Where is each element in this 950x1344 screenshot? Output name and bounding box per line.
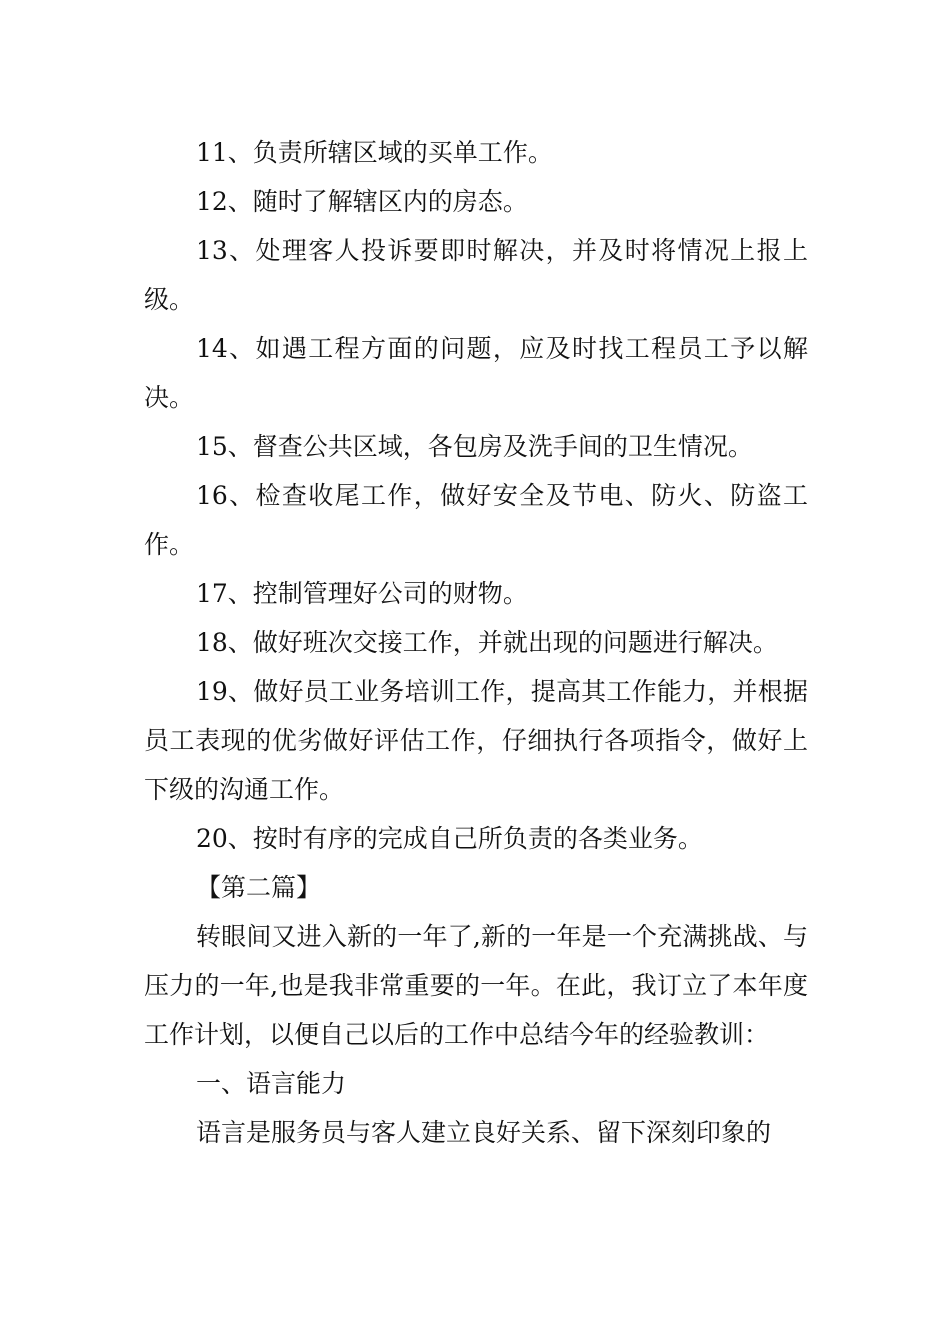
paragraph-item-20: 20、按时有序的完成自己所负责的各类业务。 bbox=[196, 824, 703, 853]
paragraph-item-13: 13、处理客人投诉要即时解决，并及时将情况上报上级。 bbox=[144, 236, 808, 314]
paragraph-item-18: 18、做好班次交接工作，并就出现的问题进行解决。 bbox=[196, 628, 778, 657]
subsection-heading: 一、语言能力 bbox=[196, 1069, 347, 1098]
paragraph-item-17: 17、控制管理好公司的财物。 bbox=[196, 579, 528, 608]
paragraph-item-16: 16、检查收尾工作，做好安全及节电、防火、防盗工作。 bbox=[144, 481, 808, 559]
paragraph-item-15: 15、督查公共区域，各包房及洗手间的卫生情况。 bbox=[196, 432, 753, 461]
body-paragraph: 语言是服务员与客人建立良好关系、留下深刻印象的 bbox=[196, 1118, 772, 1147]
section-heading: 【第二篇】 bbox=[196, 873, 322, 902]
paragraph-item-11: 11、负责所辖区域的买单工作。 bbox=[196, 138, 553, 167]
intro-paragraph: 转眼间又进入新的一年了,新的一年是一个充满挑战、与压力的一年,也是我非常重要的一年。在此，我订立了本年度工作计划，以便自己以后的工作中总结今年的经验教训： bbox=[144, 922, 808, 1049]
paragraph-item-19: 19、做好员工业务培训工作，提高其工作能力，并根据员工表现的优劣做好评估工作，仔细执行各项指令，做好上下级的沟通工作。 bbox=[144, 677, 808, 804]
paragraph-item-12: 12、随时了解辖区内的房态。 bbox=[196, 187, 528, 216]
document-body bbox=[144, 128, 808, 1157]
paragraph-item-14: 14、如遇工程方面的问题，应及时找工程员工予以解决。 bbox=[144, 334, 808, 412]
